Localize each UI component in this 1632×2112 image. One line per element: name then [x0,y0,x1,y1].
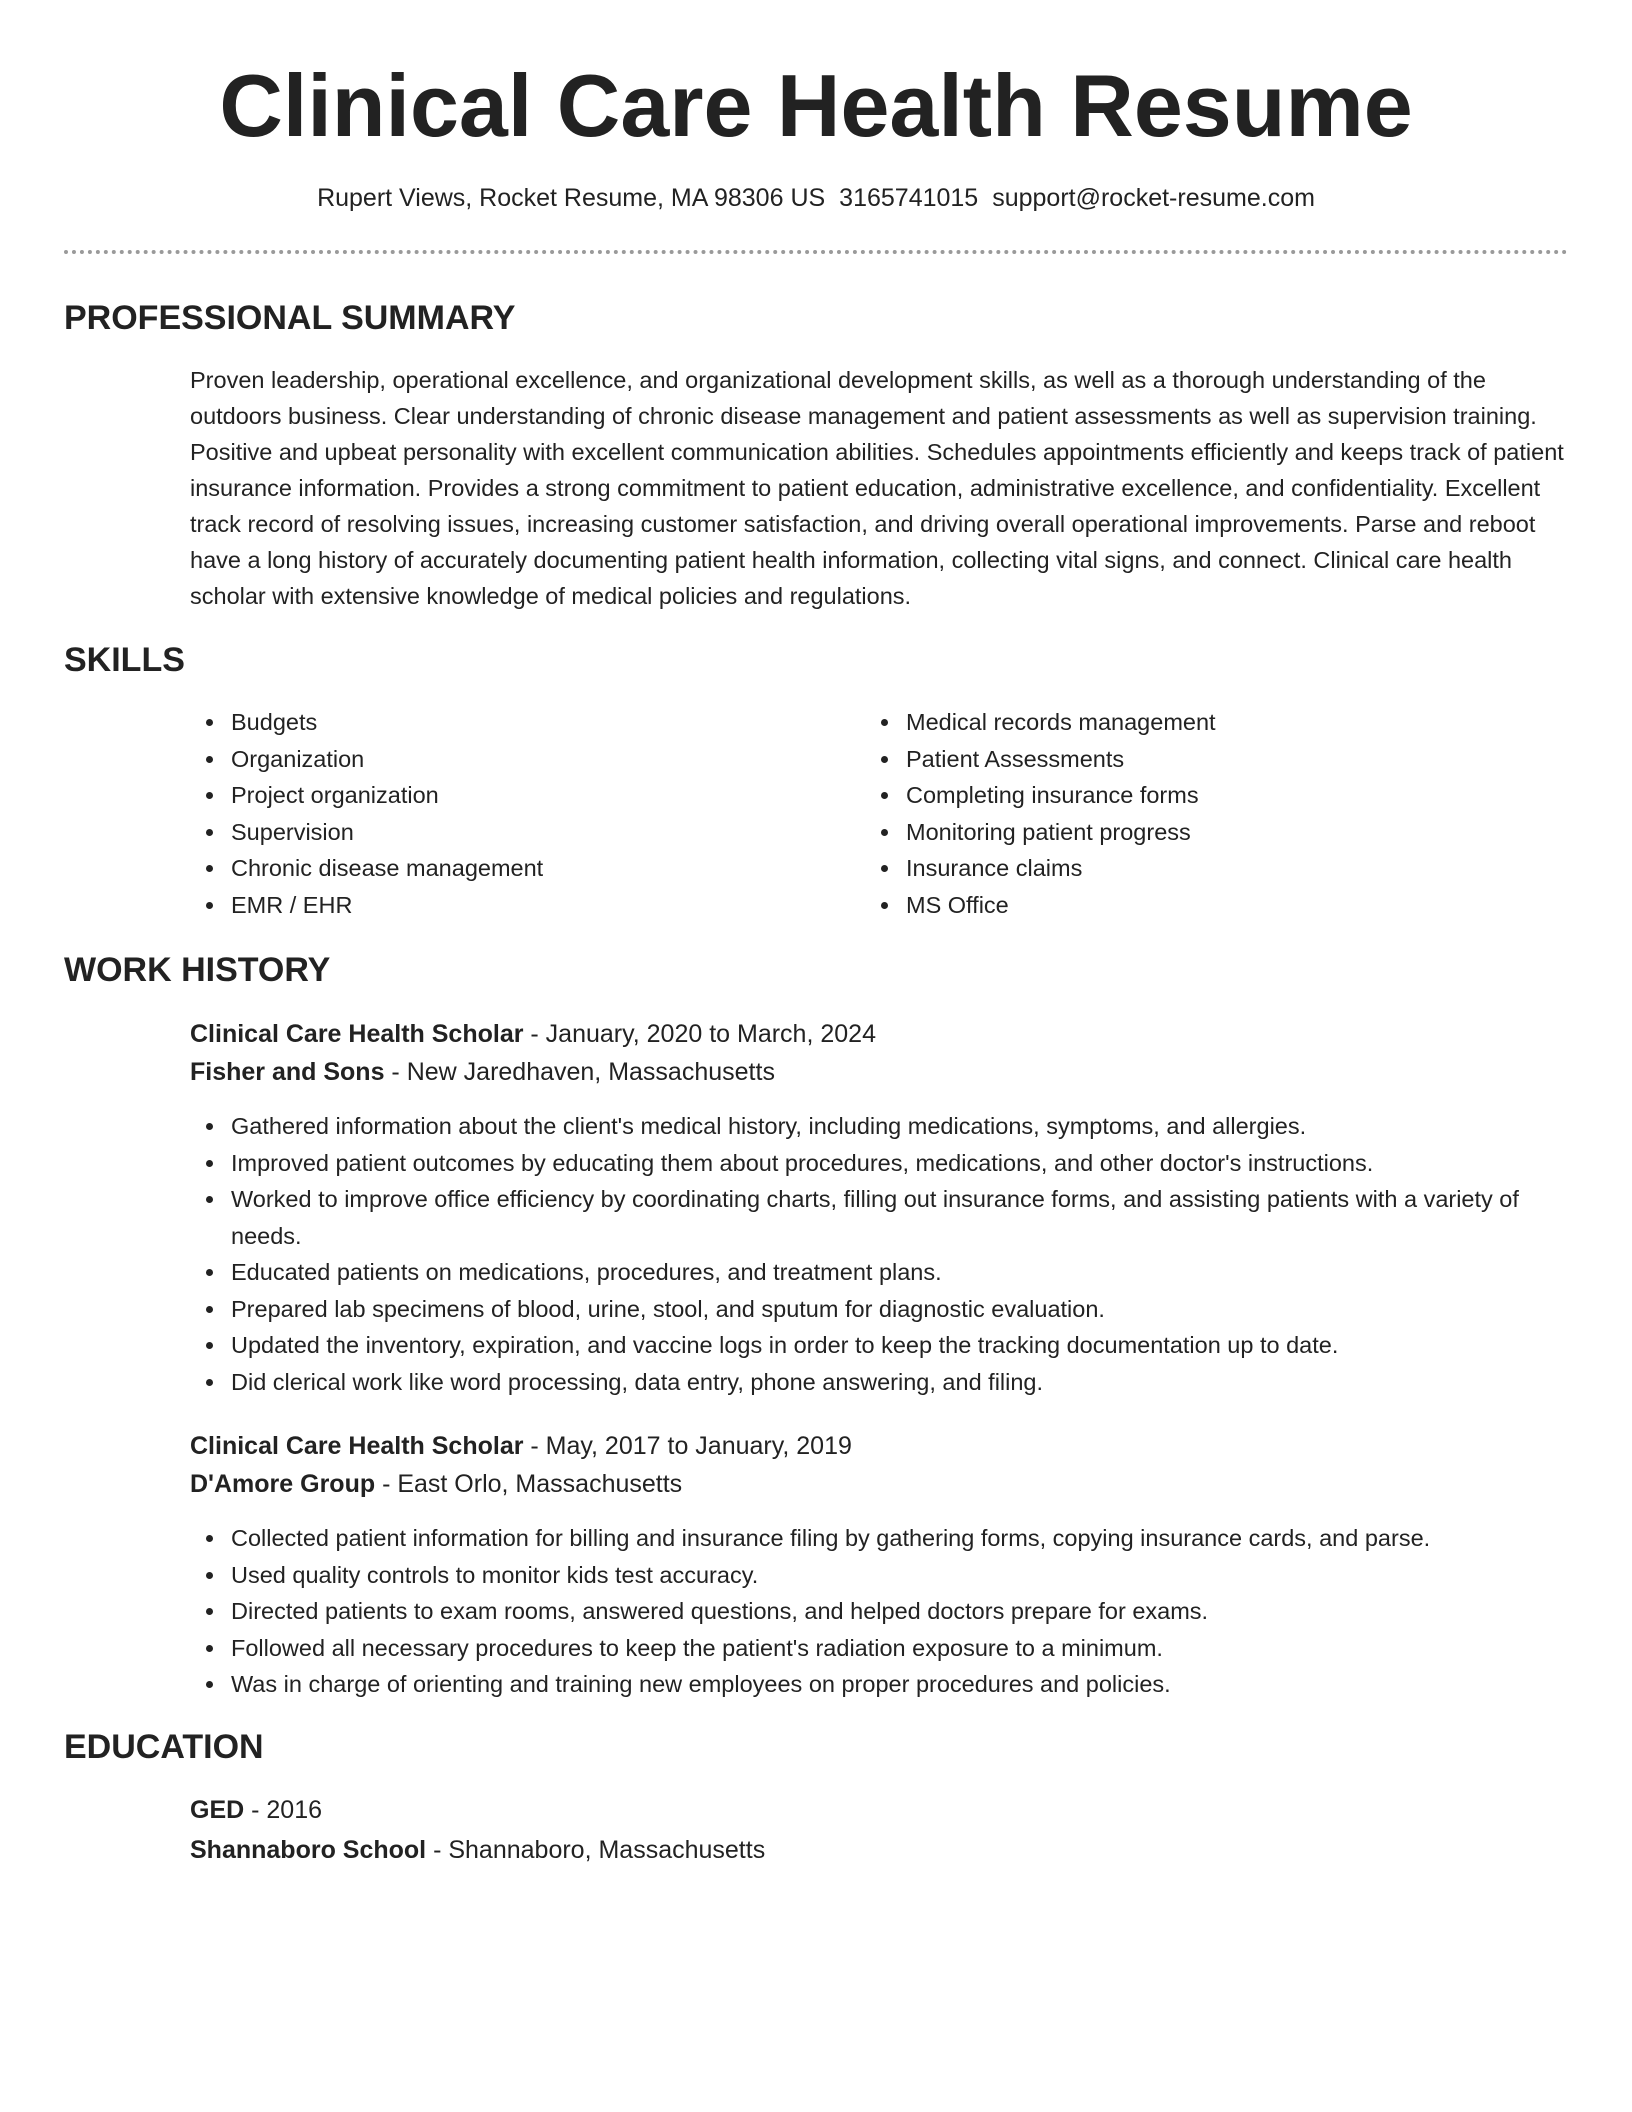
skill-item: Budgets [231,704,851,741]
job-title-line [190,1016,876,1052]
contact-address: Rupert Views, Rocket Resume, MA 98306 US [317,184,826,212]
summary-heading: PROFESSIONAL SUMMARY [64,299,516,337]
job-bullet: Followed all necessary procedures to keep the patient's radiation exposure to a minimum. [231,1630,1611,1667]
skill-item: Medical records management [906,704,1526,741]
job-company: Fisher and Sons [190,1058,385,1086]
skill-item: EMR / EHR [231,887,851,924]
job-bullet: Improved patient outcomes by educating them about procedures, medications, and other doctor's instructions. [231,1145,1571,1182]
header-divider [64,250,1568,254]
job-bullet: Updated the inventory, expiration, and vaccine logs in order to keep the tracking documentation up to date. [231,1327,1571,1364]
job-bullet: Prepared lab specimens of blood, urine, stool, and sputum for diagnostic evaluation. [231,1291,1571,1328]
skill-item: Supervision [231,814,851,851]
job-title-line [190,1428,852,1464]
education-degree-line [190,1792,322,1828]
work-heading: WORK HISTORY [64,951,331,989]
education-degree: GED [190,1796,245,1824]
contact-email: support@rocket-resume.com [992,184,1315,212]
job-dates: - May, 2017 to January, 2019 [523,1432,852,1460]
job-bullet: Did clerical work like word processing, data entry, phone answering, and filing. [231,1364,1571,1401]
skill-item: Insurance claims [906,850,1526,887]
job-bullet: Collected patient information for billing and insurance filing by gathering forms, copying insurance cards, and parse. [231,1520,1611,1557]
summary-text: Proven leadership, operational excellence, and organizational development skills, as well as a thorough understanding of the outdoors business. Clear understanding of chronic disease management and patient assessments as well as supervision training. Positive and upbeat personality with excellent communication abilities. Schedules appointments efficiently and keeps track of patient insurance information. Provides a strong commitment to patient education, administrative excellence, and confidentiality. Excellent track record of resolving issues, increasing customer satisfaction, and driving overall operational improvements. Parse and reboot have a long history of accurately documenting patient health information, collecting vital signs, and connect. Clinical care health scholar with extensive knowledge of medical policies and regulations. [190,367,1564,609]
skill-item: Organization [231,741,851,778]
job-location: - East Orlo, Massachusetts [375,1470,683,1498]
education-school-line [190,1832,765,1868]
job-company: D'Amore Group [190,1470,376,1498]
job-company-line [190,1466,682,1502]
job-bullet: Worked to improve office efficiency by coordinating charts, filling out insurance forms, and assisting patients with a variety of needs. [231,1181,1571,1254]
job-company-line [190,1054,775,1090]
skill-item: Monitoring patient progress [906,814,1526,851]
job-location: - New Jaredhaven, Massachusetts [384,1058,775,1086]
skill-item: MS Office [906,887,1526,924]
job-bullets [188,1520,1611,1703]
skills-heading: SKILLS [64,641,185,679]
skill-item: Patient Assessments [906,741,1526,778]
job-dates: - January, 2020 to March, 2024 [523,1020,876,1048]
skill-item: Chronic disease management [231,850,851,887]
job-bullet: Gathered information about the client's medical history, including medications, symptoms, and allergies. [231,1108,1571,1145]
job-bullets [188,1108,1571,1400]
contact-phone: 3165741015 [839,184,979,212]
education-school: Shannaboro School [190,1836,427,1864]
job-title: Clinical Care Health Scholar [190,1432,524,1460]
skill-item: Project organization [231,777,851,814]
job-bullet: Used quality controls to monitor kids test accuracy. [231,1557,1611,1594]
job-bullet: Was in charge of orienting and training new employees on proper procedures and policies. [231,1666,1611,1703]
education-heading: EDUCATION [64,1728,264,1766]
resume-title: Clinical Care Health Resume [219,56,1413,155]
skills-list-right [863,704,1526,923]
skill-item: Completing insurance forms [906,777,1526,814]
education-location: - Shannaboro, Massachusetts [426,1836,766,1864]
contact-line [0,181,1632,215]
job-bullet: Educated patients on medications, procedures, and treatment plans. [231,1254,1571,1291]
job-bullet: Directed patients to exam rooms, answered questions, and helped doctors prepare for exams. [231,1593,1611,1630]
skills-list-left [188,704,851,923]
job-title: Clinical Care Health Scholar [190,1020,524,1048]
education-year: - 2016 [244,1796,323,1824]
